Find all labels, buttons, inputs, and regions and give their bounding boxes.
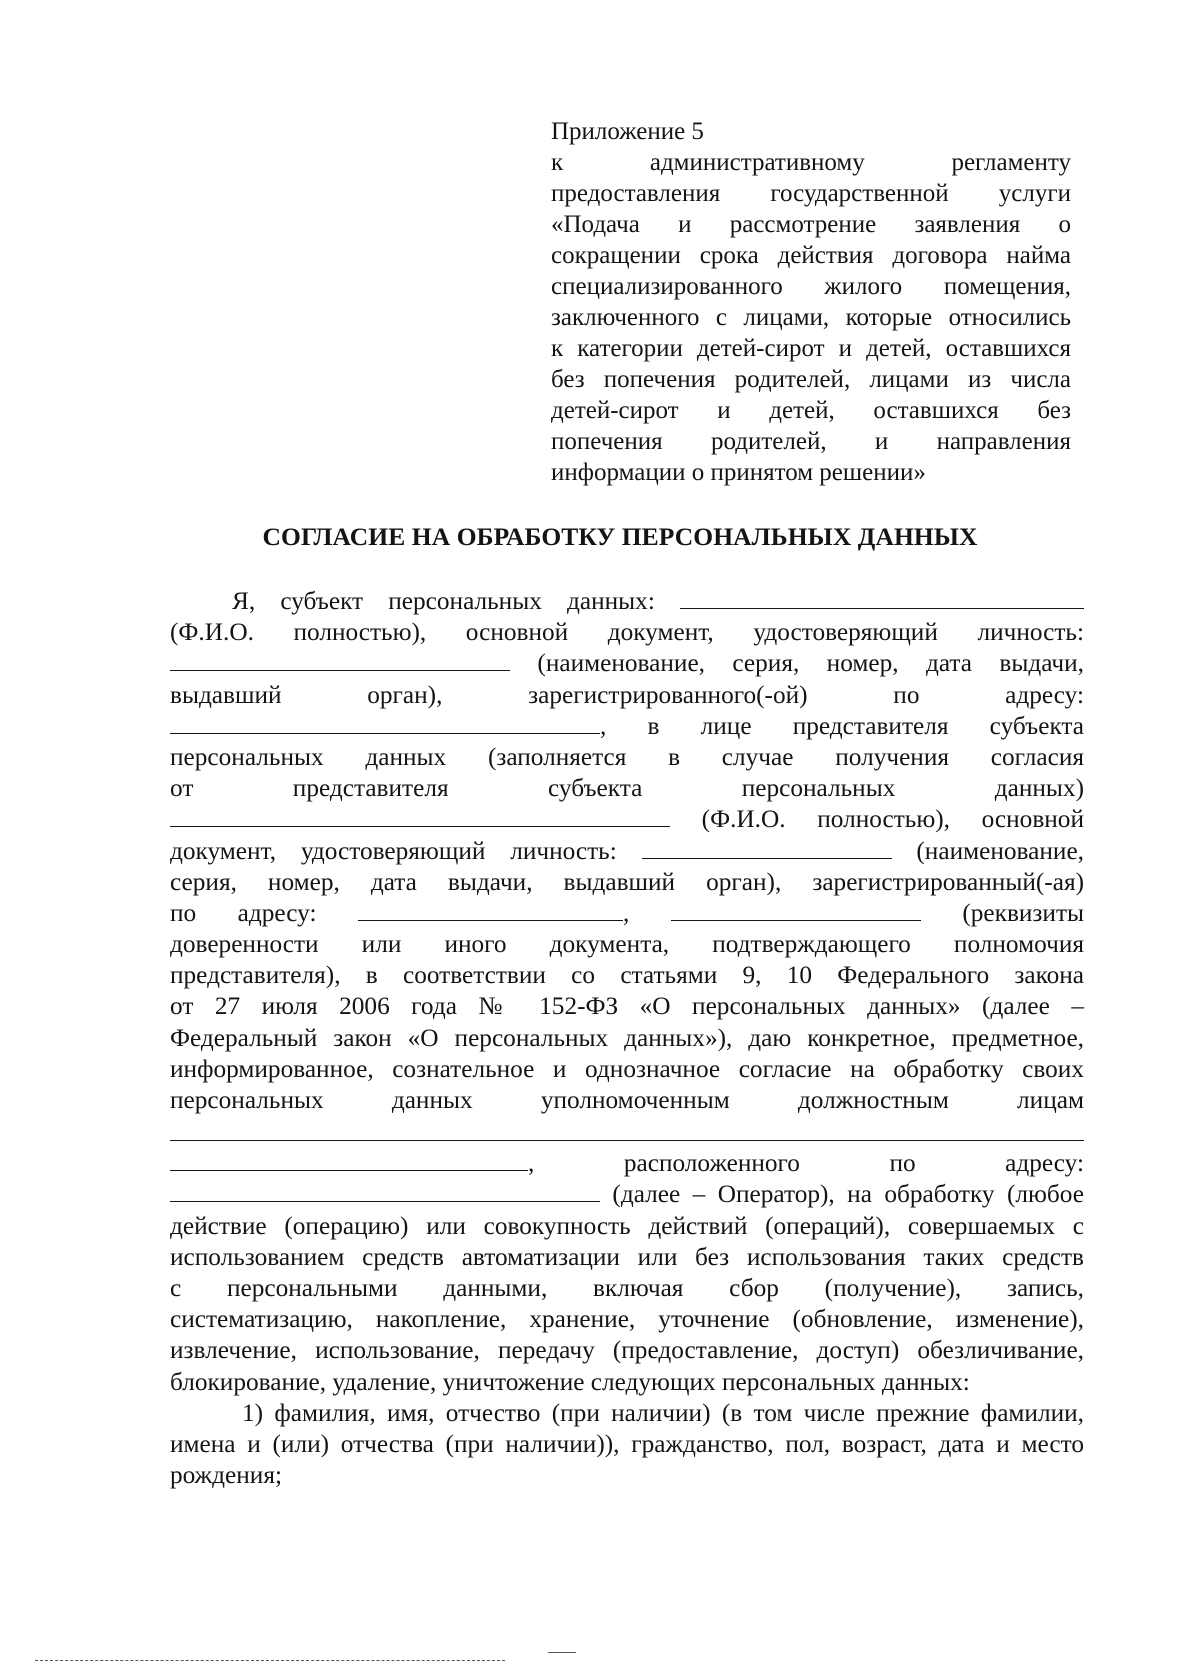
body-line: персональных данных (заполняется в случае получения согласия: [170, 742, 1084, 771]
body-line: рождения;: [170, 1461, 282, 1490]
body-line: имена и (или) отчества (при наличии)), гражданство, пол, возраст, дата и место: [170, 1429, 1084, 1458]
body-line: [170, 804, 1084, 835]
appendix-line: попечения родителей, и направления: [551, 428, 1071, 455]
body-line: [170, 1148, 1084, 1179]
fill-blank: [671, 898, 921, 921]
body-line: [170, 1179, 1084, 1210]
appendix-line: предоставления государственной услуги: [551, 180, 1071, 207]
body-line: от 27 июля 2006 года № 152-ФЗ «О персональных данных» (далее –: [170, 992, 1084, 1021]
body-text: Я, субъект персональных данных:: [232, 587, 655, 615]
body-line: систематизацию, накопление, хранение, уточнение (обновление, изменение),: [170, 1305, 1084, 1334]
fill-blank: [170, 1148, 528, 1171]
consent-body: [170, 586, 1084, 1491]
body-line: Федеральный закон «О персональных данных»), даю конкретное, предметное,: [170, 1023, 1084, 1052]
appendix-line: Приложение 5: [551, 118, 704, 145]
blank-group: [170, 1149, 534, 1177]
body-text: ,: [528, 1149, 535, 1178]
body-text: документ, удостоверяющий личность:: [170, 836, 617, 865]
body-line: [170, 648, 1084, 679]
body-text: (реквизиты: [962, 898, 1085, 927]
appendix-line: к административному регламенту: [551, 149, 1071, 176]
body-text: ,: [623, 898, 630, 927]
appendix-line: к категории детей-сирот и детей, оставшихся: [551, 335, 1071, 362]
body-text: в лице представителя субъекта: [647, 711, 1084, 740]
scan-edge-line: [35, 1660, 505, 1661]
body-text: (наименование,: [916, 836, 1084, 865]
appendix-line: информации о принятом решении»: [551, 459, 926, 486]
body-line: с персональными данными, включая сбор (получение), запись,: [170, 1273, 1084, 1302]
body-line: доверенности или иного документа, подтверждающего полномочия: [170, 930, 1084, 959]
body-text: (Ф.И.О. полностью), основной: [701, 805, 1084, 834]
appendix-header: [551, 116, 1071, 488]
fill-blank: [642, 836, 892, 859]
fill-blank: [358, 898, 623, 921]
body-text: (далее – Оператор), на обработку (любое: [612, 1180, 1084, 1209]
appendix-line: заключенного с лицами, которые относились: [551, 304, 1071, 331]
body-line: представителя), в соответствии со статьями 9, 10 Федерального закона: [170, 961, 1084, 990]
appendix-line: сокращении срока действия договора найма: [551, 242, 1071, 269]
appendix-line: детей-сирот и детей, оставшихся без: [551, 397, 1071, 424]
fill-blank: [680, 586, 1084, 609]
body-text: (наименование, серия, номер, дата выдачи,: [537, 649, 1084, 678]
body-line: персональных данных уполномоченным должностным лицам: [170, 1086, 1084, 1114]
blank-group: [358, 899, 629, 927]
body-line: [170, 836, 1084, 867]
body-text: по адресу:: [170, 898, 317, 927]
body-text: расположенного по адресу:: [623, 1149, 1084, 1178]
appendix-line: без попечения родителей, лицами из числа: [551, 366, 1071, 393]
body-line: выдавший орган), зарегистрированного(-ой) по адресу:: [170, 680, 1084, 709]
fill-blank: [170, 711, 600, 734]
body-line: от представителя субъекта персональных данных): [170, 774, 1084, 803]
body-line: (Ф.И.О. полностью), основной документ, удостоверяющий личность:: [170, 618, 1084, 647]
body-line: 1) фамилия, имя, отчество (при наличии) (в том числе прежние фамилии,: [242, 1398, 1084, 1427]
body-line: [170, 898, 1084, 929]
body-line: серия, номер, дата выдачи, выдавший орган), зарегистрированный(-ая): [170, 867, 1084, 896]
appendix-line: специализированного жилого помещения,: [551, 273, 1071, 300]
fill-blank: [170, 804, 670, 827]
scan-edge-line: [548, 1652, 576, 1653]
body-line: использованием средств автоматизации или без использования таких средств: [170, 1242, 1084, 1271]
fill-blank: [170, 1179, 600, 1202]
body-line: извлечение, использование, передачу (предоставление, доступ) обезличивание,: [170, 1336, 1084, 1365]
fill-blank-full: [170, 1116, 1084, 1141]
body-line: информированное, сознательное и однозначное согласие на обработку своих: [170, 1054, 1084, 1083]
body-line: действие (операцию) или совокупность действий (операций), совершаемых с: [170, 1211, 1084, 1240]
fill-blank: [170, 648, 510, 671]
document-title: СОГЛАСИЕ НА ОБРАБОТКУ ПЕРСОНАЛЬНЫХ ДАННЫХ: [262, 522, 978, 551]
body-line: блокирование, удаление, уничтожение следующих персональных данных:: [170, 1367, 970, 1396]
appendix-line: «Подача и рассмотрение заявления о: [551, 211, 1071, 238]
body-text: ,: [600, 711, 607, 740]
body-line: [170, 711, 1084, 742]
blank-group: [170, 712, 606, 740]
body-line: [170, 586, 1084, 617]
